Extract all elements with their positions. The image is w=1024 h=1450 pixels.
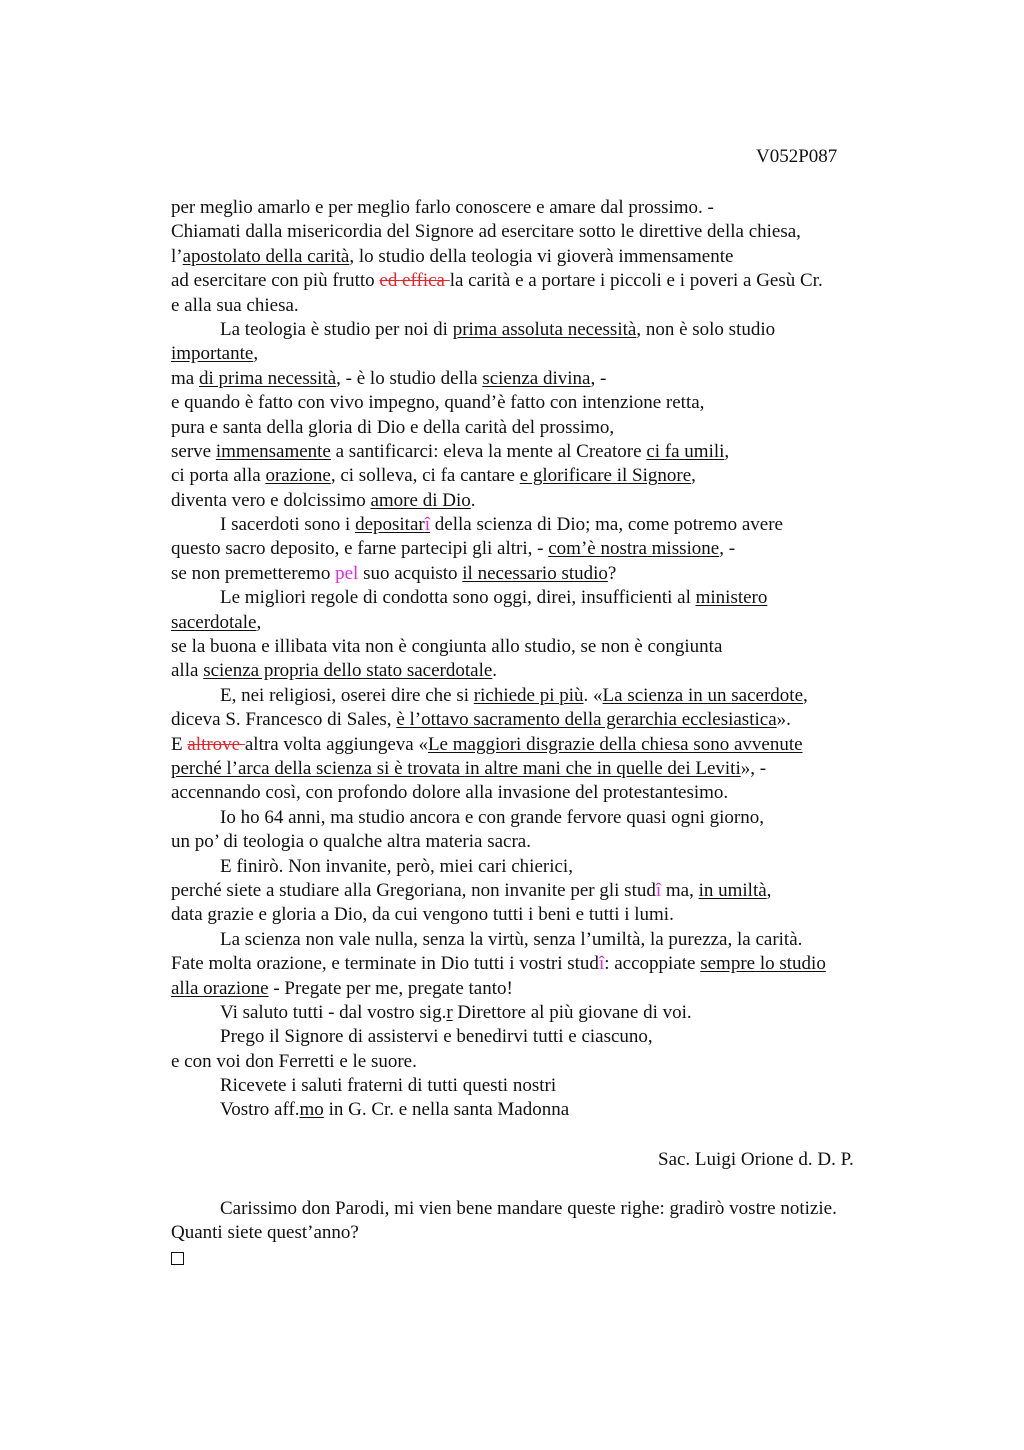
inserted-text: î: [424, 514, 431, 536]
line: diceva S. Francesco di Sales, è l’ottavo sacramento della gerarchia ecclesiastica».: [171, 709, 791, 731]
line: sacerdotale,: [171, 611, 262, 633]
underlined-phrase: La scienza in un sacerdote: [602, 684, 804, 706]
paragraph-start: Ricevete i saluti fraterni di tutti questi nostri: [220, 1075, 557, 1097]
line: e quando è fatto con vivo impegno, quand’è fatto con intenzione retta,: [171, 392, 705, 414]
struck-text: ed effica: [379, 270, 450, 292]
line: un po’ di teologia o qualche altra materia sacra.: [171, 831, 531, 853]
underlined-phrase: richiede pi più: [473, 684, 584, 706]
letter-body: [171, 196, 1011, 1123]
postscript-line: Quanti siete quest’anno?: [171, 1222, 359, 1244]
line: se la buona e illibata vita non è congiunta allo studio, se non è congiunta: [171, 636, 723, 658]
line: ci porta alla orazione, ci solleva, ci fa cantare e glorificare il Signore,: [171, 465, 696, 487]
underlined-phrase: di prima necessità: [198, 367, 337, 389]
line: e alla sua chiesa.: [171, 294, 299, 316]
postscript: [171, 1197, 1011, 1270]
line: per meglio amarlo e per meglio farlo conoscere e amare dal prossimo. -: [171, 197, 714, 218]
underlined-phrase: il necessario studio: [462, 562, 608, 584]
underlined-phrase: immensamente: [215, 440, 331, 462]
line: perché siete a studiare alla Gregoriana, non invanite per gli studî ma, in umiltà,: [171, 879, 772, 901]
paragraph-start: La teologia è studio per noi di prima assoluta necessità, non è solo studio: [220, 318, 776, 340]
underlined-phrase: com’è nostra missione: [548, 538, 720, 560]
underlined-phrase: importante: [171, 343, 254, 365]
line: alla orazione - Pregate per me, pregate tanto!: [171, 977, 513, 999]
paragraph-start: E finirò. Non invanite, però, miei cari chierici,: [220, 855, 573, 877]
line: perché l’arca della scienza si è trovata in altre mani che in quelle dei Leviti», -: [171, 757, 767, 779]
underlined-phrase: ci fa umili: [646, 440, 725, 462]
underlined-phrase: scienza divina: [482, 367, 591, 389]
inserted-text: pel: [335, 562, 359, 584]
line: ma di prima necessità, - è lo studio della scienza divina, -: [171, 367, 607, 389]
paragraph-start: I sacerdoti sono i depositarî della scienza di Dio; ma, come potremo avere: [220, 514, 783, 536]
square-icon: [171, 1252, 184, 1265]
postscript-line: Carissimo don Parodi, mi vien bene mandare queste righe: gradirò vostre notizie.: [220, 1198, 837, 1219]
underlined-phrase: apostolato della carità: [182, 245, 350, 267]
line: data grazie e gloria a Dio, da cui vengono tutti i beni e tutti i lumi.: [171, 904, 674, 926]
underlined-phrase: è l’ottavo sacramento della gerarchia ecclesiastica: [396, 709, 777, 731]
underlined-phrase: perché l’arca della scienza si è trovata: [171, 757, 465, 779]
underlined-phrase: ministero: [695, 587, 768, 609]
line: serve immensamente a santificarci: eleva la mente al Creatore ci fa umili,: [171, 440, 730, 462]
underlined-phrase: alla orazione: [171, 977, 269, 999]
inserted-text: î: [598, 953, 605, 975]
line: Chiamati dalla misericordia del Signore ad esercitare sotto le direttive della chiesa,: [171, 221, 801, 243]
end-marker: [171, 1246, 1011, 1270]
line: importante,: [171, 343, 259, 365]
line: E altrove altra volta aggiungeva «Le maggiori disgrazie della chiesa sono avvenute: [171, 733, 803, 755]
line: Fate molta orazione, e terminate in Dio tutti i vostri studî: accoppiate sempre lo studio: [171, 953, 826, 975]
underlined-phrase: che in quelle dei Leviti: [565, 757, 741, 779]
underlined-phrase: sacerdotale: [171, 611, 257, 633]
paragraph-start: Le migliori regole di condotta sono oggi, direi, insufficienti al ministero: [220, 587, 768, 609]
underlined-phrase: prima assoluta necessità: [452, 318, 637, 340]
line: alla scienza propria dello stato sacerdotale.: [171, 660, 498, 682]
underlined-phrase: e glorificare il Signore: [519, 465, 692, 487]
line: ad esercitare con più frutto ed effica la carità e a portare i piccoli e i poveri a Gesù Cr.: [171, 270, 823, 292]
paragraph-start: Io ho 64 anni, ma studio ancora e con grande fervore quasi ogni giorno,: [220, 806, 764, 828]
page-id: V052P087: [756, 146, 838, 167]
line: accennando così, con profondo dolore alla invasione del protestantesimo.: [171, 782, 729, 804]
line: se non premetteremo pel suo acquisto il necessario studio?: [171, 562, 617, 584]
inserted-text: î: [655, 879, 662, 901]
underlined-phrase: in umiltà: [698, 879, 767, 901]
underlined-phrase: amore di Dio: [370, 489, 471, 511]
paragraph-start: La scienza non vale nulla, senza la virtù, senza l’umiltà, la purezza, la carità.: [220, 928, 803, 950]
line: pura e santa della gloria di Dio e della carità del prossimo,: [171, 416, 615, 438]
underlined-phrase: in altre mani: [464, 757, 566, 779]
underlined-phrase: depositarî: [355, 514, 431, 536]
paragraph-start: Prego il Signore di assistervi e benedirvi tutti e ciascuno,: [220, 1026, 653, 1048]
line: diventa vero e dolcissimo amore di Dio.: [171, 489, 476, 511]
underlined-phrase: Le maggiori disgrazie della chiesa sono avvenute: [427, 733, 803, 755]
paragraph-start: E, nei religiosi, oserei dire che si richiede pi più. «La scienza in un sacerdote,: [220, 684, 808, 706]
underlined-phrase: sempre lo studio: [700, 953, 826, 975]
line: l’apostolato della carità, lo studio della teologia vi gioverà immensamente: [171, 245, 734, 267]
struck-text: altrove: [187, 733, 245, 755]
underlined-phrase: r: [446, 1001, 453, 1023]
underlined-phrase: mo: [299, 1099, 324, 1121]
signature: Sac. Luigi Orione d. D. P.: [658, 1149, 854, 1170]
underlined-phrase: scienza propria dello stato sacerdotale: [203, 660, 493, 682]
closing-line: Vostro aff.mo in G. Cr. e nella santa Madonna: [220, 1099, 570, 1121]
paragraph-start: Vi saluto tutti - dal vostro sig.r Direttore al più giovane di voi.: [220, 1001, 692, 1023]
underlined-phrase: orazione: [265, 465, 331, 487]
line: e con voi don Ferretti e le suore.: [171, 1050, 417, 1072]
line: questo sacro deposito, e farne partecipi gli altri, - com’è nostra missione, -: [171, 538, 736, 560]
